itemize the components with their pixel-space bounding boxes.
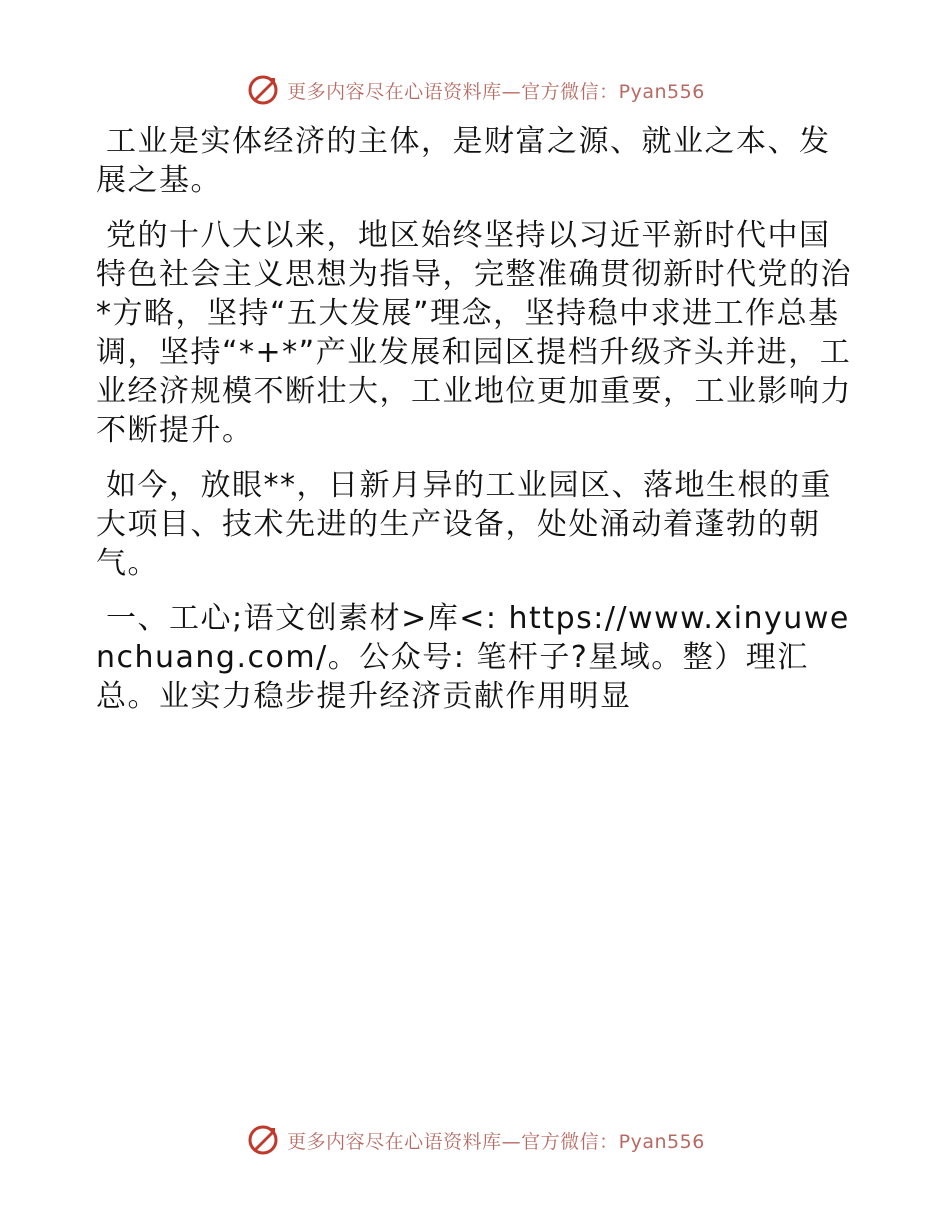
quill-logo-icon [245,72,281,108]
paragraph-2: 党的十八大以来，地区始终坚持以习近平新时代中国特色社会主义思想为指导，完整准确贯彻新时代党的治*方略，坚持“五大发展”理念，坚持稳中求进工作总基调，坚持“*+*”产业发展和园区提档升级齐头并进，工业经济规模不断壮大，工业地位更加重要，工业影响力不断提升。 [96,218,852,448]
document-body [96,122,856,732]
footer-banner-text: 更多内容尽在心语资料库—官方微信：Pyan556 [287,1130,705,1153]
header-banner-text: 更多内容尽在心语资料库—官方微信：Pyan556 [287,80,705,103]
footer-banner [0,1120,950,1160]
quill-logo-icon [245,1122,281,1158]
paragraph-3: 如今，放眼**，日新月异的工业园区、落地生根的重大项目、技术先进的生产设备，处处涌动着蓬勃的朝气。 [96,468,832,581]
paragraph-4: 一、工心;语文创素材>库<: https://www.xinyuwenchuang.com/。公众号: 笔杆子?星域。整）理汇总。业实力稳步提升经济贡献作用明显 [96,601,850,714]
paragraph-1: 工业是实体经济的主体，是财富之源、就业之本、发展之基。 [96,124,831,198]
header-banner [0,70,950,110]
